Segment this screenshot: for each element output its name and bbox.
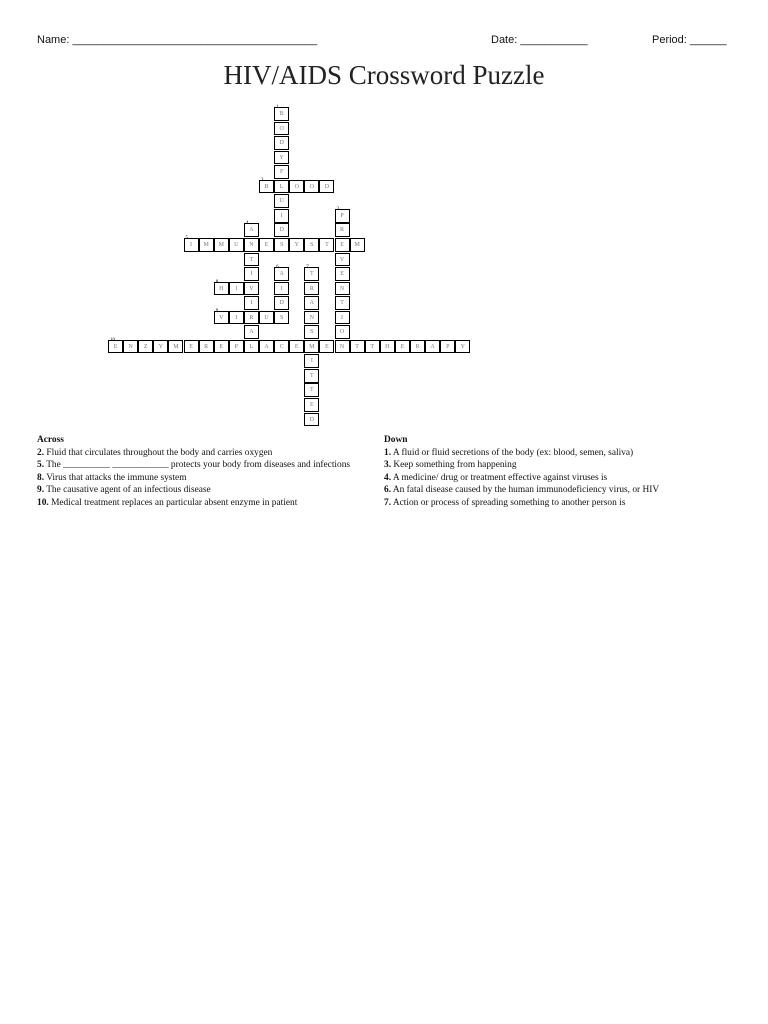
grid-cell[interactable] [244,296,259,310]
grid-cell[interactable] [259,238,274,252]
cell-letter: N [339,343,345,350]
cell-letter: E [400,343,405,350]
cell-letter: R [204,343,209,350]
cell-letter: S [310,242,314,248]
cell-letter: A [249,227,254,234]
grid-cell[interactable] [304,325,319,339]
clue-item-number: 3. [384,460,392,470]
cell-letter: I [250,300,253,307]
grid-cell[interactable] [304,282,319,296]
grid-cell[interactable] [229,238,244,252]
clue-item-number: 4. [384,472,392,483]
grid-cell[interactable] [244,325,259,339]
grid-cell[interactable] [244,238,259,252]
grid-cell[interactable] [244,253,259,267]
cell-letter: H [219,285,224,292]
grid-cell[interactable] [274,238,289,252]
grid-cell[interactable] [199,238,214,252]
grid-cell[interactable] [123,340,138,354]
cell-letter: I [280,212,283,219]
grid-cell[interactable] [274,267,289,281]
cell-letter: P [446,343,450,350]
cell-letter: D [279,140,284,147]
clue-item-number: 10. [37,497,49,508]
grid-cell[interactable] [274,165,289,179]
cell-letter: T [310,372,314,379]
cell-letter: P [340,212,344,219]
grid-cell[interactable] [259,340,274,354]
down-heading: Down [384,435,408,445]
grid-cell[interactable] [289,180,304,194]
cell-letter: M [203,242,209,248]
cell-letter: O [309,183,315,190]
grid-cell[interactable] [274,107,289,121]
cell-letter: I [235,285,238,292]
grid-cell[interactable] [350,340,365,354]
cell-letter: I [190,242,193,248]
cell-letter: Y [158,343,164,350]
cell-letter: M [218,242,224,248]
grid-cell[interactable] [319,340,334,354]
clue-number: 4 [245,221,249,227]
grid-cell[interactable] [214,279,229,296]
cell-letter: M [354,242,360,248]
clue-item-number: 5. [37,460,45,470]
cell-letter: D [279,227,284,234]
clue-item [384,459,714,472]
clue-item-text: An fatal disease caused by the human immunodeficiency virus, or HIV [391,485,660,495]
clue-item-text: Action or process of spreading something to another person is [391,497,626,508]
clue-item [37,459,377,472]
cell-letter: P [234,343,239,350]
clue-item [37,447,377,460]
grid-cell[interactable] [410,340,425,354]
clue-item-text: The __________ ____________ protects your body from diseases and infections [44,460,351,470]
cell-letter: E [264,242,269,248]
cell-letter: Y [279,154,284,161]
grid-cell[interactable] [380,340,395,354]
across-clues [37,434,377,509]
grid-cell[interactable] [244,340,259,354]
grid-cell[interactable] [304,354,319,368]
page-title: HIV/AIDS Crossword Puzzle [223,60,545,90]
clue-item-text: A fluid or fluid secretions of the body (ex: blood, semen, saliva) [391,447,634,458]
grid-cell[interactable] [335,253,350,267]
clue-item [37,484,377,497]
grid-cell[interactable] [304,413,319,427]
grid-cell[interactable] [244,267,259,281]
cell-letter: E [219,343,224,350]
clue-number: 9 [215,308,219,314]
cell-letter: A [264,343,269,350]
grid-cell[interactable] [289,238,304,252]
grid-cell[interactable] [274,340,289,354]
cell-letter: I [341,314,344,321]
cell-letter: O [279,125,284,132]
clue-number: 10 [110,337,115,343]
clue-number: 6 [276,265,279,271]
cell-letter: S [310,329,314,336]
grid-cell[interactable] [229,340,244,354]
cell-letter: E [340,242,344,248]
grid-cell[interactable] [304,180,319,194]
cell-letter: Z [143,343,148,350]
cell-letter: F [279,169,284,176]
grid-cell[interactable] [335,223,350,237]
cell-letter: I [250,271,253,278]
grid-cell[interactable] [229,311,244,325]
clue-item-text: The causative agent of an infectious disease [44,485,211,495]
grid-cell[interactable] [184,238,199,252]
clue-item-number: 6. [384,485,392,495]
grid-cell[interactable] [244,282,259,296]
cell-letter: R [249,314,254,321]
grid-cell[interactable] [304,311,319,325]
across-heading: Across [37,435,64,445]
cell-letter: O [339,329,345,336]
date-field[interactable]: Date: ___________ [491,34,588,46]
grid-cell[interactable] [274,209,289,223]
cell-letter: D [309,416,315,423]
cell-letter: Y [460,343,466,350]
cell-letter: E [113,343,118,350]
grid-cell[interactable] [274,194,289,208]
grid-cell[interactable] [335,325,350,339]
grid-cell[interactable] [153,340,168,354]
period-field[interactable]: Period: ______ [652,34,727,46]
cell-letter: C [279,343,284,350]
cell-letter: I [280,285,283,292]
cell-letter: A [279,271,284,278]
clue-number: 1 [276,105,279,110]
cell-letter: M [173,343,179,350]
grid-cell[interactable] [229,282,244,296]
clue-number: 2 [261,177,264,183]
grid-cell[interactable] [319,238,334,252]
cell-letter: N [249,242,254,248]
cell-letter: T [249,256,254,263]
grid-cell[interactable] [199,340,214,354]
grid-cell[interactable] [274,282,289,296]
name-field[interactable]: Name: ________________________________________ [37,34,318,46]
cell-letter: N [309,314,315,321]
cell-letter: T [355,343,359,350]
grid-cell[interactable] [335,238,350,252]
grid-cell[interactable] [335,282,350,296]
cell-letter: T [310,271,314,278]
cell-letter: A [430,343,435,350]
clue-item [384,472,714,485]
cell-letter: Y [294,242,299,248]
grid-cell[interactable] [425,340,440,354]
clue-item-number: 8. [37,472,45,483]
grid-cell[interactable] [244,311,259,325]
grid-cell[interactable] [304,383,319,397]
cell-letter: I [235,314,238,321]
clue-number: 8 [215,279,219,285]
grid-cell[interactable] [168,340,183,354]
clue-item [384,497,714,510]
cell-letter: L [249,343,254,350]
cell-letter: T [370,343,375,350]
grid-cell[interactable] [274,136,289,150]
cell-letter: T [325,242,329,248]
grid-cell[interactable] [335,340,350,354]
grid-cell[interactable] [274,311,289,325]
cell-letter: E [189,343,193,350]
clue-item-text: Keep something from happening [391,460,517,470]
cell-letter: H [385,343,390,350]
clue-item-number: 7. [384,497,392,508]
clue-item [37,497,377,510]
cell-letter: U [279,198,284,205]
grid-cell[interactable] [274,122,289,136]
grid-cell[interactable] [440,340,455,354]
cell-letter: D [279,300,284,307]
clue-number: 3 [336,206,339,212]
clue-item-number: 2. [37,447,45,458]
grid-cell[interactable] [304,369,319,383]
cell-letter: A [309,300,315,307]
grid-cell[interactable] [274,296,289,310]
grid-cell[interactable] [274,151,289,165]
cell-letter: S [279,314,284,321]
clue-item [384,484,714,497]
cell-letter: T [340,300,344,307]
cell-letter: V [339,256,345,263]
clue-item-number: 9. [37,485,45,495]
clue-item-text: A medicine/ drug or treatment effective against viruses is [391,472,608,483]
grid-cell[interactable] [289,340,304,354]
cell-letter: U [234,242,239,248]
grid-cell[interactable] [335,311,350,325]
cell-letter: N [339,285,345,292]
grid-cell[interactable] [214,340,229,354]
grid-cell[interactable] [395,340,410,354]
grid-cell[interactable] [274,180,289,194]
cell-letter: D [324,183,330,190]
grid-cell[interactable] [304,267,319,281]
clue-number: 5 [185,236,188,241]
grid-cell[interactable] [335,206,350,223]
grid-cell[interactable] [365,340,380,354]
clue-item-text: Virus that attacks the immune system [44,472,187,483]
cell-letter: E [325,343,329,350]
grid-cell[interactable] [335,296,350,310]
clue-item-text: Medical treatment replaces an particular absent enzyme in patient [48,497,298,508]
grid-cell[interactable] [319,180,334,194]
grid-cell[interactable] [259,177,274,194]
cell-letter: I [310,358,313,365]
crossword-grid [0,0,768,430]
cell-letter: A [249,329,254,336]
cell-letter: B [264,183,269,190]
grid-cell[interactable] [214,238,229,252]
clue-number: 7 [306,265,309,271]
cell-letter: R [309,285,314,292]
grid-cell[interactable] [244,223,259,237]
clue-item [384,447,714,460]
down-clues [384,434,714,509]
cell-letter: T [310,387,314,394]
grid-cell[interactable] [259,311,274,325]
cell-letter: V [219,314,224,321]
cell-letter: L [279,183,284,190]
grid-cell[interactable] [455,340,470,354]
cell-letter: V [249,285,254,292]
cell-letter: U [264,314,269,321]
grid-cell[interactable] [350,238,365,252]
cell-letter: E [310,402,314,408]
cell-letter: S [279,242,284,248]
cell-letter: R [415,343,420,350]
grid-cell[interactable] [214,308,229,325]
clue-item-number: 1. [384,447,392,458]
grid-cell[interactable] [184,340,199,354]
grid-cell[interactable] [304,238,319,252]
grid-cell[interactable] [138,340,153,354]
clue-item [37,472,377,485]
cell-letter: E [340,271,344,278]
cell-letter: E [294,343,299,350]
clue-item-text: Fluid that circulates throughout the body and carries oxygen [44,447,273,458]
grid-cell[interactable] [304,398,319,412]
grid-cell[interactable] [304,296,319,310]
grid-cell[interactable] [108,337,123,354]
cell-letter: M [309,343,315,350]
cell-letter: B [279,111,284,117]
cell-letter: N [128,343,133,350]
cell-letter: R [340,227,345,234]
cell-letter: O [294,183,299,190]
grid-cell[interactable] [304,340,319,354]
grid-cell[interactable] [335,267,350,281]
grid-cell[interactable] [274,223,289,237]
